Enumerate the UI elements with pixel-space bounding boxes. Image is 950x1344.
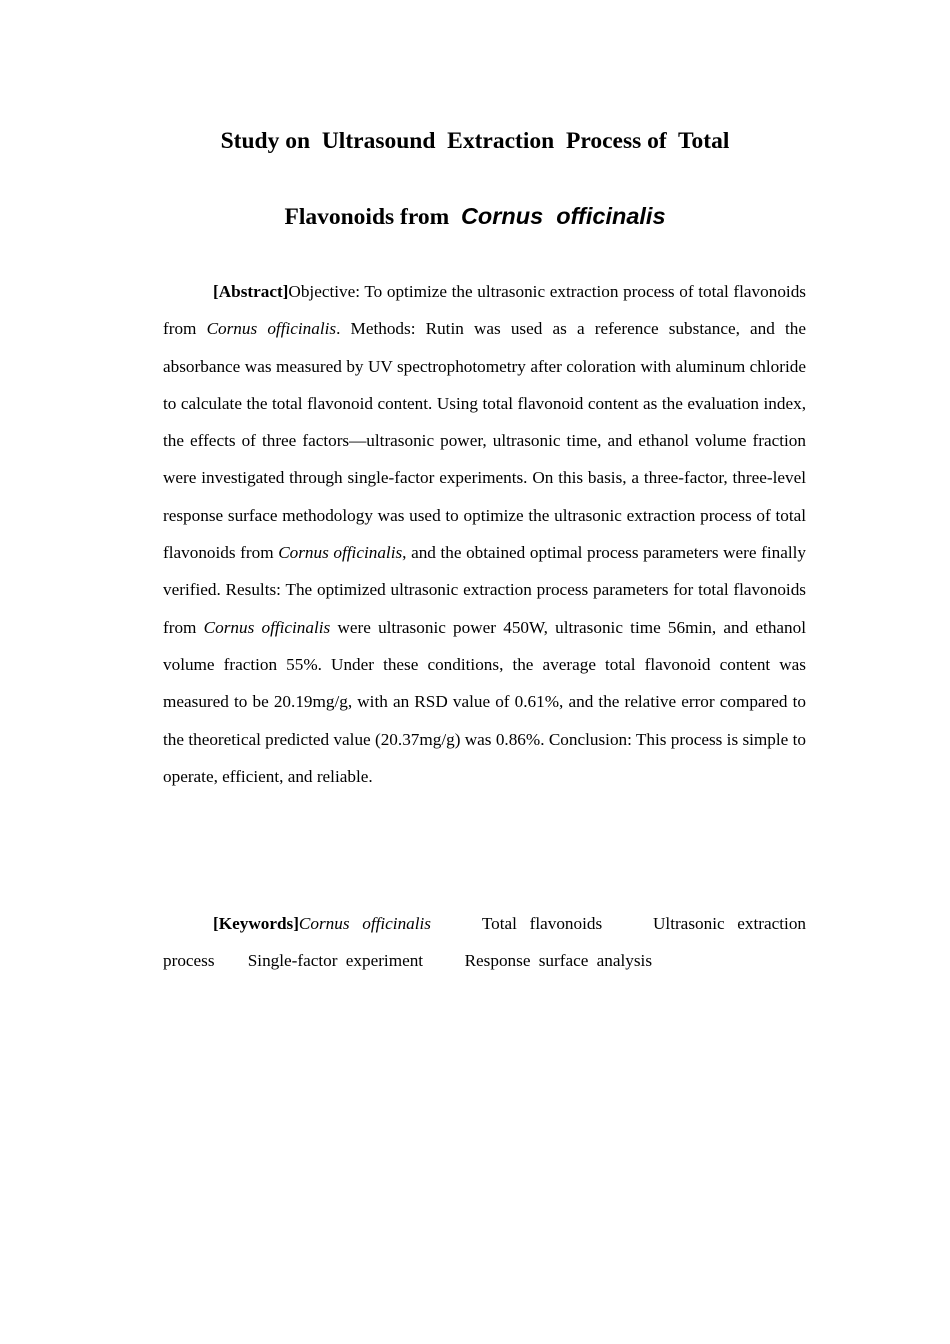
title-text-1: Study on Ultrasound Extraction Process of Total (220, 128, 730, 154)
keyword-item: Single-factor experiment (247, 951, 424, 971)
abstract-text-2: . Methods: Rutin was used as a reference substance, and the absorbance was measured by UV spectrophotometry after coloration with aluminum chloride to calculate the total flavonoid content. Using total flavonoid content as the evaluation index, the effects of three factors—ultrasonic power, ultrasonic time, and ethanol volume fraction were investigated through single-factor experiments. On this basis, a three-factor, three-level response surface methodology was used to optimize the ultrasonic extraction process of total flavonoids from (163, 319, 807, 563)
abstract-species-3: Cornus officinalis (203, 617, 331, 637)
keyword-item: Ultrasonic extraction process (163, 914, 807, 971)
title-line-1 (0, 126, 950, 156)
abstract-label: [Abstract] (213, 282, 289, 301)
keywords-paragraph (163, 905, 806, 980)
abstract-species-2: Cornus officinalis (278, 543, 403, 563)
keywords-label: [Keywords] (213, 914, 299, 933)
keyword-item: Total flavonoids (481, 914, 603, 933)
abstract-text-3: , and the obtained optimal process parameters were finally verified. Results: The optimized ultrasonic extraction process parameters for total flavonoids from (163, 543, 806, 637)
title-line-2 (0, 201, 950, 232)
abstract-paragraph (163, 273, 806, 795)
title-species-name: Cornus officinalis (460, 203, 666, 229)
title-text-2: Flavonoids from (284, 204, 461, 230)
keyword-item: Response surface analysis (464, 951, 653, 971)
abstract-species-1: Cornus officinalis (206, 319, 337, 339)
keyword-item: Cornus officinalis (298, 914, 431, 933)
abstract-text-4: were ultrasonic power 450W, ultrasonic time 56min, and ethanol volume fraction 55%. Under these conditions, the average total flavonoid content was measured to be 20.19mg/g, with an RSD value of 0.61%, and the relative error compared to the theoretical predicted value (20.37mg/g) was 0.86%. Conclusion: This process is simple to operate, efficient, and reliable. (163, 617, 806, 786)
abstract-text-1: Objective: To optimize the ultrasonic extraction process of total flavonoids from (163, 282, 806, 339)
